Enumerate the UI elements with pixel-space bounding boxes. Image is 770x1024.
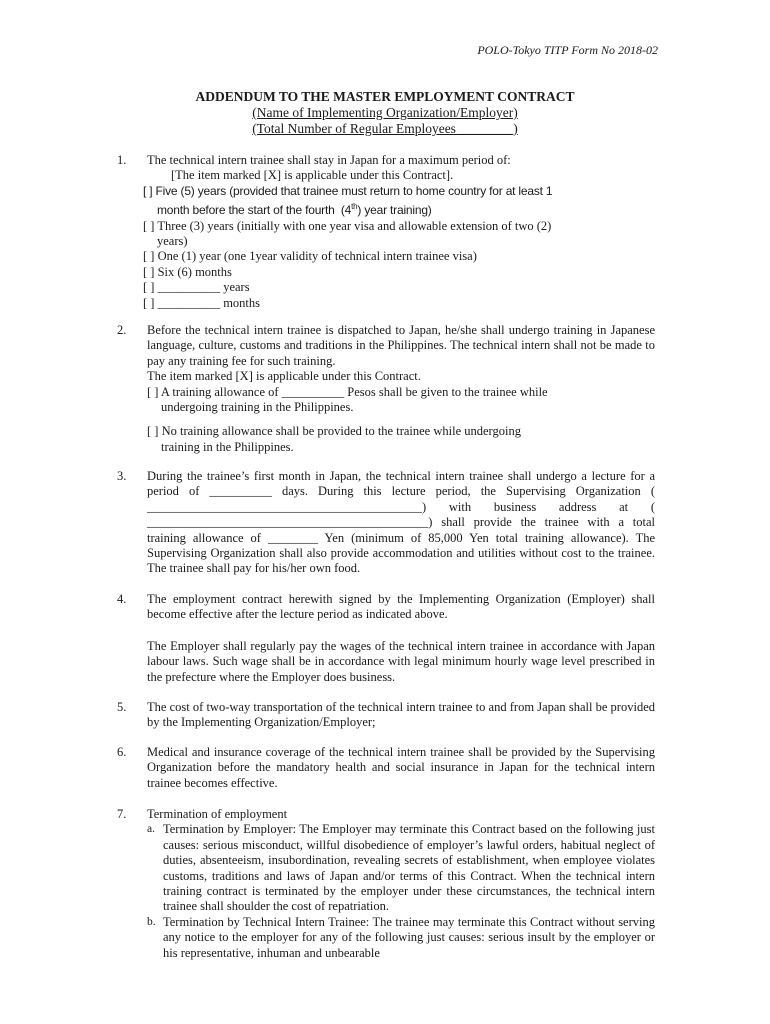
total-employees-line: (Total Number of Regular Employees ________) (252, 121, 518, 136)
section-2-paragraph: Before the technical intern trainee is dispatched to Japan, he/she shall undergo training in Japanese language, culture, customs and traditions in the Philippines. The technical intern shall not be made to pay any training fee for such training. (147, 323, 655, 368)
section-7-heading: Termination of employment (147, 807, 288, 821)
title-block (0, 88, 770, 137)
termination-by-employer: a. Termination by Employer: The Employer may terminate this Contract based on the following just causes: serious misconduct, willful disobedience of employer’s lawful orders, habitual neglect of duties, absenteeism, insubordination, revealing secrets of establishment, when employee violates customs, traditions and laws of Japan and/or terms of this Contract. When the technical intern training contract is terminated by the employer under these circumstances, the technical intern trainee shall shoulder the cost of repatriation. (147, 822, 655, 914)
section-4-paragraph-2: The Employer shall regularly pay the wages of the technical intern trainee in accordance with Japan labour laws. Such wage shall be in accordance with legal minimum hourly wage level prescribed in the prefecture where the Employer does business. (147, 638, 655, 684)
section-number: 1. (117, 153, 127, 167)
section-number: 4. (117, 592, 127, 606)
option-three-years: [ ] Three (3) years (initially with one year visa and allowable extension of two (2) years) (143, 218, 552, 249)
form-number: POLO-Tokyo TITP Form No 2018-02 (477, 43, 658, 57)
option-one-year: [ ] One (1) year (one 1year validity of technical intern trainee visa) (143, 249, 477, 264)
section-number: 6. (117, 745, 127, 759)
section-1-note: [The item marked [X] is applicable under this Contract]. (171, 168, 454, 183)
employer-name-line: (Name of Implementing Organization/Employer) (252, 105, 518, 120)
document-title: ADDENDUM TO THE MASTER EMPLOYMENT CONTRACT (195, 89, 575, 104)
section-3-paragraph: During the trainee’s first month in Japan, the technical intern trainee shall undergo a lecture for a period of __________ days. During this lecture period, the Supervising Organization ( ____________________________________________) with business address at ( _____________________________________________) shall provide the trainee with a total training allowance of ________ Yen (minimum of 85,000 Yen total training allowance). The Supervising Organization shall also provide accommodation and utilities without cost to the trainee. The trainee shall pay for his/her own food. (147, 469, 655, 576)
option-five-years: [ ] Five (5) years (provided that trainee must return to home country for at least 1 month before the start of the fourth (4th) year training) (143, 183, 553, 218)
section-1-intro: The technical intern trainee shall stay in Japan for a maximum period of: (147, 153, 511, 167)
section-2-note: The item marked [X] is applicable under this Contract. (147, 369, 421, 384)
section-5-paragraph: The cost of two-way transportation of the technical intern trainee to and from Japan shall be provided by the Implementing Organization/Employer; (147, 700, 655, 730)
option-six-months: [ ] Six (6) months (143, 264, 232, 279)
section-number: 7. (117, 807, 127, 821)
section-6-paragraph: Medical and insurance coverage of the technical intern trainee shall be provided by the Supervising Organization before the mandatory health and social insurance in Japan for the technical intern trainee becomes effective. (147, 745, 655, 790)
section-number: 3. (117, 469, 127, 483)
termination-by-trainee: b. Termination by Technical Intern Trainee: The trainee may terminate this Contract without serving any notice to the employer for any of the following just causes: serious insult by the employer or his representative, inhuman and unbearable (147, 914, 655, 960)
option-no-training-allowance: [ ] No training allowance shall be provided to the trainee while undergoing training in the Philippines. (147, 424, 521, 454)
option-custom-months: [ ] __________ months (143, 295, 261, 310)
option-custom-years: [ ] __________ years (143, 280, 250, 295)
section-number: 5. (117, 700, 127, 714)
section-4-paragraph-1: The employment contract herewith signed by the Implementing Organization (Employer) shall become effective after the lecture period as indicated above. (147, 592, 655, 622)
section-number: 2. (117, 323, 127, 337)
option-training-allowance: [ ] A training allowance of __________ Pesos shall be given to the trainee while undergoing training in the Philippines. (147, 384, 548, 415)
